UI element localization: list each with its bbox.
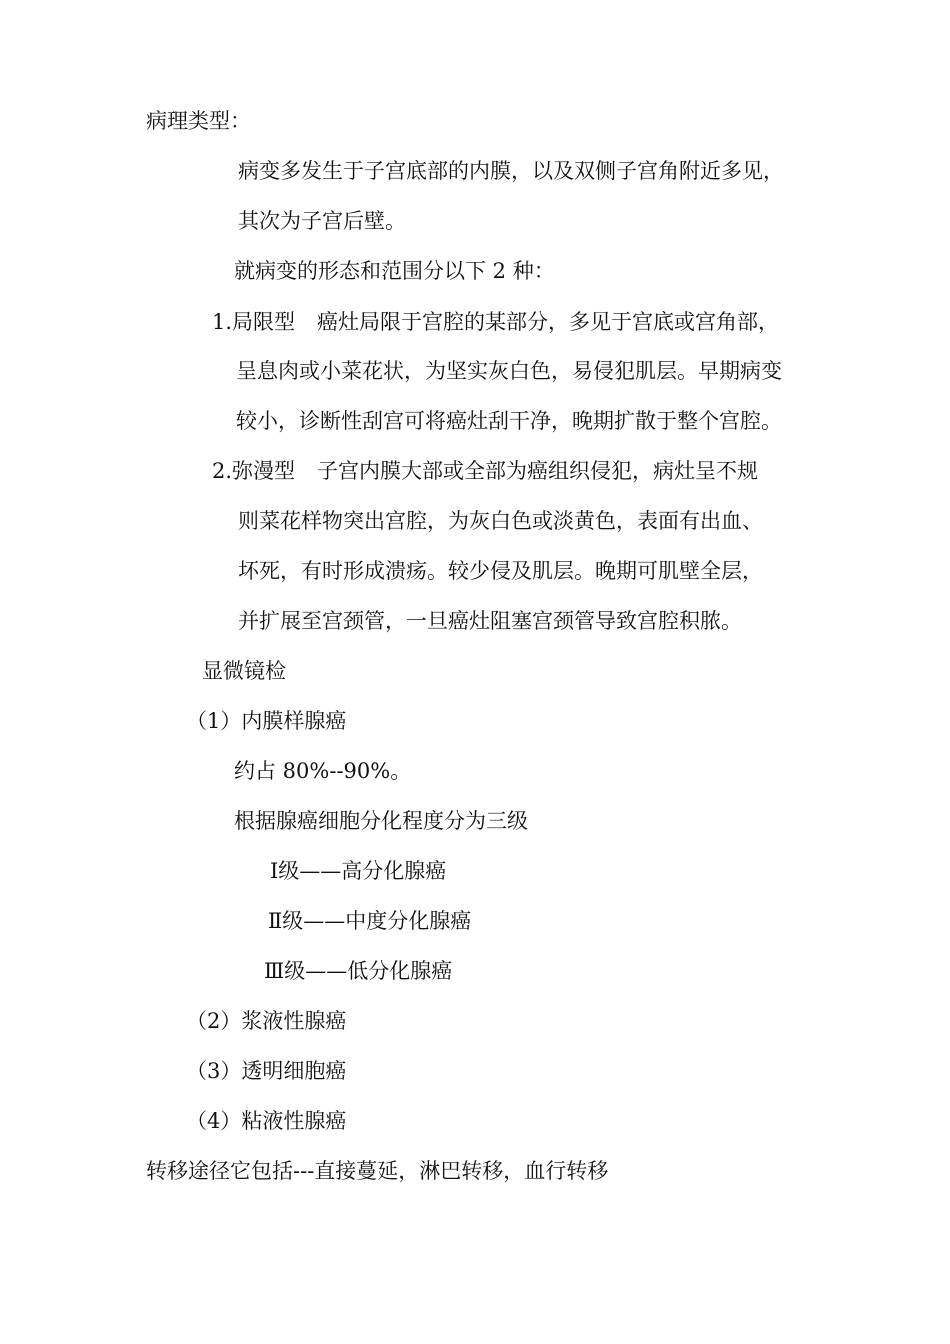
grade-3: Ⅲ级——低分化腺癌 <box>264 959 453 983</box>
paragraph-types-intro: 就病变的形态和范围分以下 2 种： <box>234 259 555 283</box>
microscopy-heading: 显微镜检 <box>202 659 286 683</box>
list-item-diffuse-line-4: 并扩展至宫颈管，一旦癌灶阻塞宫颈管导致宫腔积脓。 <box>238 609 742 633</box>
paragraph-location-line-1: 病变多发生于子宫底部的内膜，以及双侧子宫角附近多见， <box>238 159 784 183</box>
list-item-diffuse-line-3: 坏死，有时形成溃疡。较少侵及肌层。晚期可肌壁全层， <box>238 559 763 583</box>
list-item-diffuse-line-1 <box>212 457 758 485</box>
list-item-localized-line-2: 呈息肉或小菜花状，为坚实灰白色，易侵犯肌层。早期病变 <box>236 359 782 383</box>
list-term: 弥漫型 <box>232 459 296 483</box>
list-term: 局限型 <box>232 310 296 334</box>
list-text: 癌灶局限于宫腔的某部分，多见于宫底或宫角部， <box>317 310 780 334</box>
subtype-serous: （2）浆液性腺癌 <box>186 1009 347 1033</box>
metastasis-paragraph: 转移途径它包括---直接蔓延，淋巴转移，血行转移 <box>146 1159 609 1183</box>
subtype-endometrioid: （1）内膜样腺癌 <box>186 709 347 733</box>
list-item-localized-line-1 <box>212 308 779 336</box>
subtype-proportion: 约占 80%--90%。 <box>234 759 412 783</box>
section-heading: 病理类型： <box>146 109 251 133</box>
grading-intro: 根据腺癌细胞分化程度分为三级 <box>234 809 528 833</box>
list-text: 子宫内膜大部或全部为癌组织侵犯，病灶呈不规 <box>317 459 759 483</box>
list-item-localized-line-3: 较小，诊断性刮宫可将癌灶刮干净，晚期扩散于整个宫腔。 <box>236 409 782 433</box>
grade-2: Ⅱ级——中度分化腺癌 <box>268 909 472 933</box>
list-marker: 2. <box>212 459 233 483</box>
grade-1: Ⅰ级——高分化腺癌 <box>270 859 447 883</box>
list-item-diffuse-line-2: 则菜花样物突出宫腔，为灰白色或淡黄色，表面有出血、 <box>238 509 763 533</box>
paragraph-location-line-2: 其次为子宫后壁。 <box>238 209 406 233</box>
subtype-clear-cell: （3）透明细胞癌 <box>186 1059 347 1083</box>
subtype-mucinous: （4）粘液性腺癌 <box>186 1109 347 1133</box>
list-marker: 1. <box>212 310 233 334</box>
